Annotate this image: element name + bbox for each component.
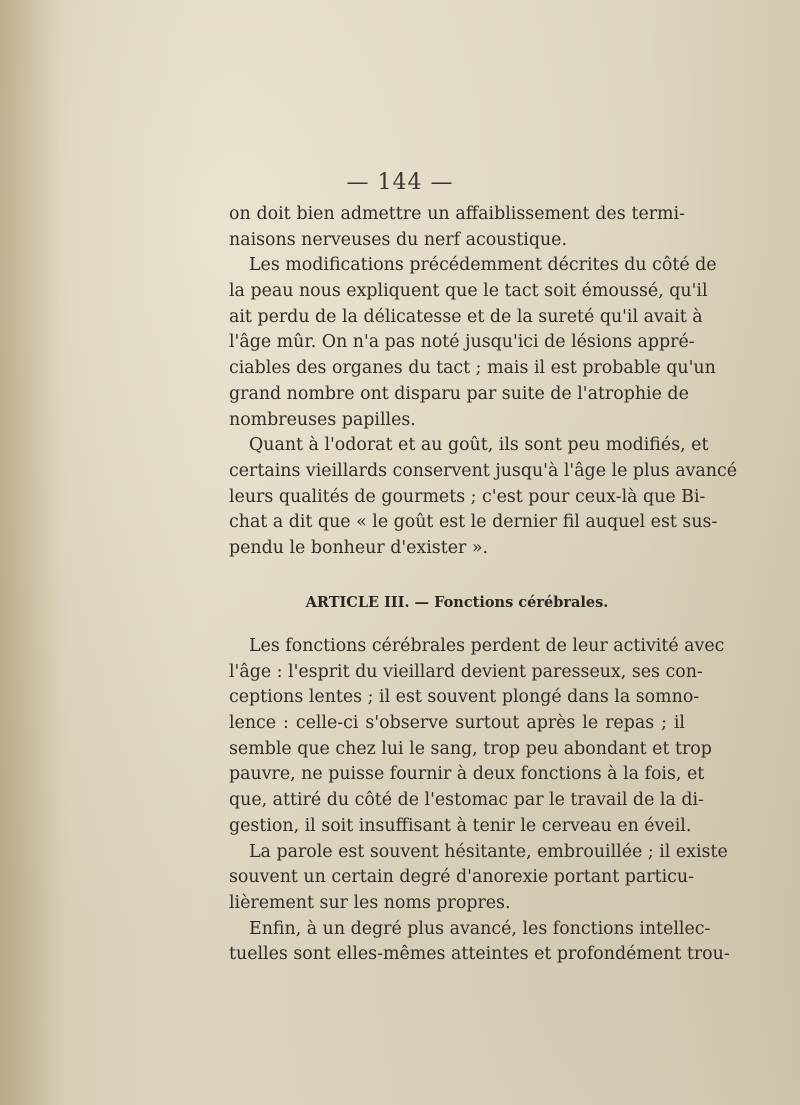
text-line: souvent un certain degré d'anorexie portant particu- [229, 867, 694, 888]
text-line: l'âge mûr. On n'a pas noté jusqu'ici de lésions appré- [229, 332, 695, 353]
text-line: lièrement sur les noms propres. [229, 892, 511, 913]
text-line: Enfin, à un degré plus avancé, les fonctions intellec- [249, 918, 711, 939]
text-line: l'âge : l'esprit du vieillard devient paresseux, ses con- [229, 661, 703, 682]
text-line: ceptions lentes ; il est souvent plongé dans la somno- [229, 687, 700, 708]
text-line: Les fonctions cérébrales perdent de leur activité avec [249, 636, 725, 656]
text-line: Les modifications précédemment décrites du côté de [249, 255, 717, 276]
text-line: pauvre, ne puisse fournir à deux fonctions à la fois, et [229, 764, 705, 785]
article-heading: ARTICLE III. — Fonctions cérébrales. [305, 594, 609, 611]
text-line: Quant à l'odorat et au goût, ils sont peu modifiés, et [249, 435, 709, 456]
text-line: lence : celle-ci s'observe surtout après le repas ; il [229, 713, 685, 734]
text-line: que, attiré du côté de l'estomac par le travail de la di- [229, 790, 704, 811]
text-line: tuelles sont elles-mêmes atteintes et profondément trou- [229, 944, 730, 965]
text-line: gestion, il soit insuffisant à tenir le cerveau en éveil. [229, 815, 692, 836]
body-text-section-2 [229, 634, 730, 968]
text-line: ciables des organes du tact ; mais il est probable qu'un [229, 358, 716, 379]
text-line: semble que chez lui le sang, trop peu abondant et trop [229, 738, 712, 759]
text-line: naisons nerveuses du nerf acoustique. [229, 229, 568, 250]
text-line: ait perdu de la délicatesse et de la sureté qu'il avait à [229, 306, 703, 327]
text-line: leurs qualités de gourmets ; c'est pour ceux-là que Bi- [229, 486, 706, 507]
text-line: chat a dit que « le goût est le dernier fil auquel est sus- [229, 512, 718, 533]
text-line: pendu le bonheur d'exister ». [229, 537, 488, 558]
text-line: certains vieillards conservent jusqu'à l'âge le plus avancé [229, 460, 738, 481]
text-line: La parole est souvent hésitante, embrouillée ; il existe [249, 841, 728, 862]
text-line: grand nombre ont disparu par suite de l'atrophie de [229, 383, 689, 404]
text-line: on doit bien admettre un affaiblissement des termi- [229, 204, 685, 224]
page-number: — 144 — [346, 170, 454, 195]
text-line: la peau nous expliquent que le tact soit émoussé, qu'il [229, 281, 708, 302]
body-text-section-1 [229, 202, 738, 562]
text-line: nombreuses papilles. [229, 409, 416, 430]
